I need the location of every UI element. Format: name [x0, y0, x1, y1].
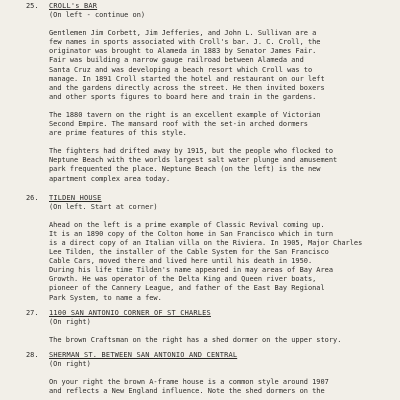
entry-heading: [12, 309, 396, 318]
entry-subtitle: (On left - continue on): [49, 11, 146, 20]
entry-title: 1100 SAN ANTONIO CORNER OF ST CHARLES: [49, 308, 211, 317]
paragraph: [12, 29, 396, 102]
text-line: Cable Cars, moved there and lived here until his death in 1950.: [49, 257, 313, 266]
entry-number: 26.: [26, 193, 39, 202]
text-line: are prime features of this style.: [49, 129, 187, 138]
text-line: Lee Tilden, the installer of the Cable System for the San Francisco: [49, 248, 329, 257]
entry-title: CROLL's BAR: [49, 2, 98, 10]
text-line: manage. In 1891 Croll started the hotel and restaurant on our left: [49, 74, 325, 83]
text-line: park frequented the place. Neptune Beach (on the left) is the new: [49, 165, 321, 174]
text-line: Growth. He was operator of the Delta King and Queen river boats,: [49, 275, 317, 284]
text-line: few names in sports associated with Croll's bar. J. C. Croll, the: [49, 38, 321, 47]
text-line: On your right the brown A-frame house is a common style around 1907: [49, 378, 329, 387]
entry: [12, 194, 396, 303]
entry-title: SHERMAN ST. BETWEEN SAN ANTONIO AND CENTRAL: [49, 350, 238, 359]
entry: [12, 351, 396, 396]
text-line: pioneer of the Cannery League, and father of the East Bay Regional: [49, 284, 325, 293]
paragraph: [12, 336, 396, 345]
entry: [12, 309, 396, 345]
text-line: apartment complex area today.: [49, 174, 171, 183]
text-line: Second Empire. The mansard roof with the set-in arched dormers: [49, 120, 308, 129]
text-line: Park System, to name a few.: [49, 293, 162, 302]
entry-heading: [12, 194, 396, 203]
paragraph: [12, 111, 396, 138]
entry-subtitle: (On right): [49, 317, 91, 326]
text-line: The fighters had drifted away by 1915, but the people who flocked to: [49, 147, 334, 156]
walking-tour-text: [12, 2, 396, 396]
text-line: and other sports figures to board here and train in the gardens.: [49, 92, 317, 101]
text-line: Fair was building a narrow gauge railroad between Alameda and: [49, 56, 304, 65]
entry-subtitle: (On left. Start at corner): [49, 202, 158, 211]
entry: [12, 2, 396, 184]
entry-title: TILDEN HOUSE: [49, 193, 102, 202]
text-line: and the gardens directly across the street. He then invited boxers: [49, 83, 325, 92]
entry-heading: [12, 351, 396, 360]
entry-number: 27.: [26, 308, 39, 317]
paragraph: [12, 378, 396, 396]
text-line: Ahead on the left is a prime example of Classic Revival coming up.: [49, 220, 325, 229]
entry-subtitle: (On right): [49, 360, 91, 368]
text-line: Gentlemen Jim Corbett, Jim Jefferies, and John L. Sullivan are a: [49, 29, 317, 38]
text-line: The brown Craftsman on the right has a shed dormer on the upper story.: [49, 335, 342, 344]
text-line: is a direct copy of an Italian villa on the Riviera. In 1905, Major Charles: [49, 238, 363, 247]
text-line: It is an 1890 copy of the Colton home in San Francisco which in turn: [49, 229, 334, 238]
text-line: During his life time Tilden's name appeared in may areas of Bay Area: [49, 266, 334, 275]
text-line: The 1880 tavern on the right is an excellent example of Victorian: [49, 110, 321, 119]
paragraph: [12, 147, 396, 183]
text-line: originator was brought to Alameda in 1883 by Senator James Fair.: [49, 47, 317, 56]
entry-number: 28.: [26, 350, 39, 359]
entry-number: 25.: [26, 2, 39, 10]
text-line: Santa Cruz and was developing a beach resort which Croll was to: [49, 65, 313, 74]
text-line: and reflects a New England influence. Note the shed dormers on the: [49, 387, 325, 396]
text-line: Neptune Beach with the worlds largest salt water plunge and amusement: [49, 156, 338, 165]
entry-heading: [12, 2, 396, 11]
paragraph: [12, 221, 396, 303]
